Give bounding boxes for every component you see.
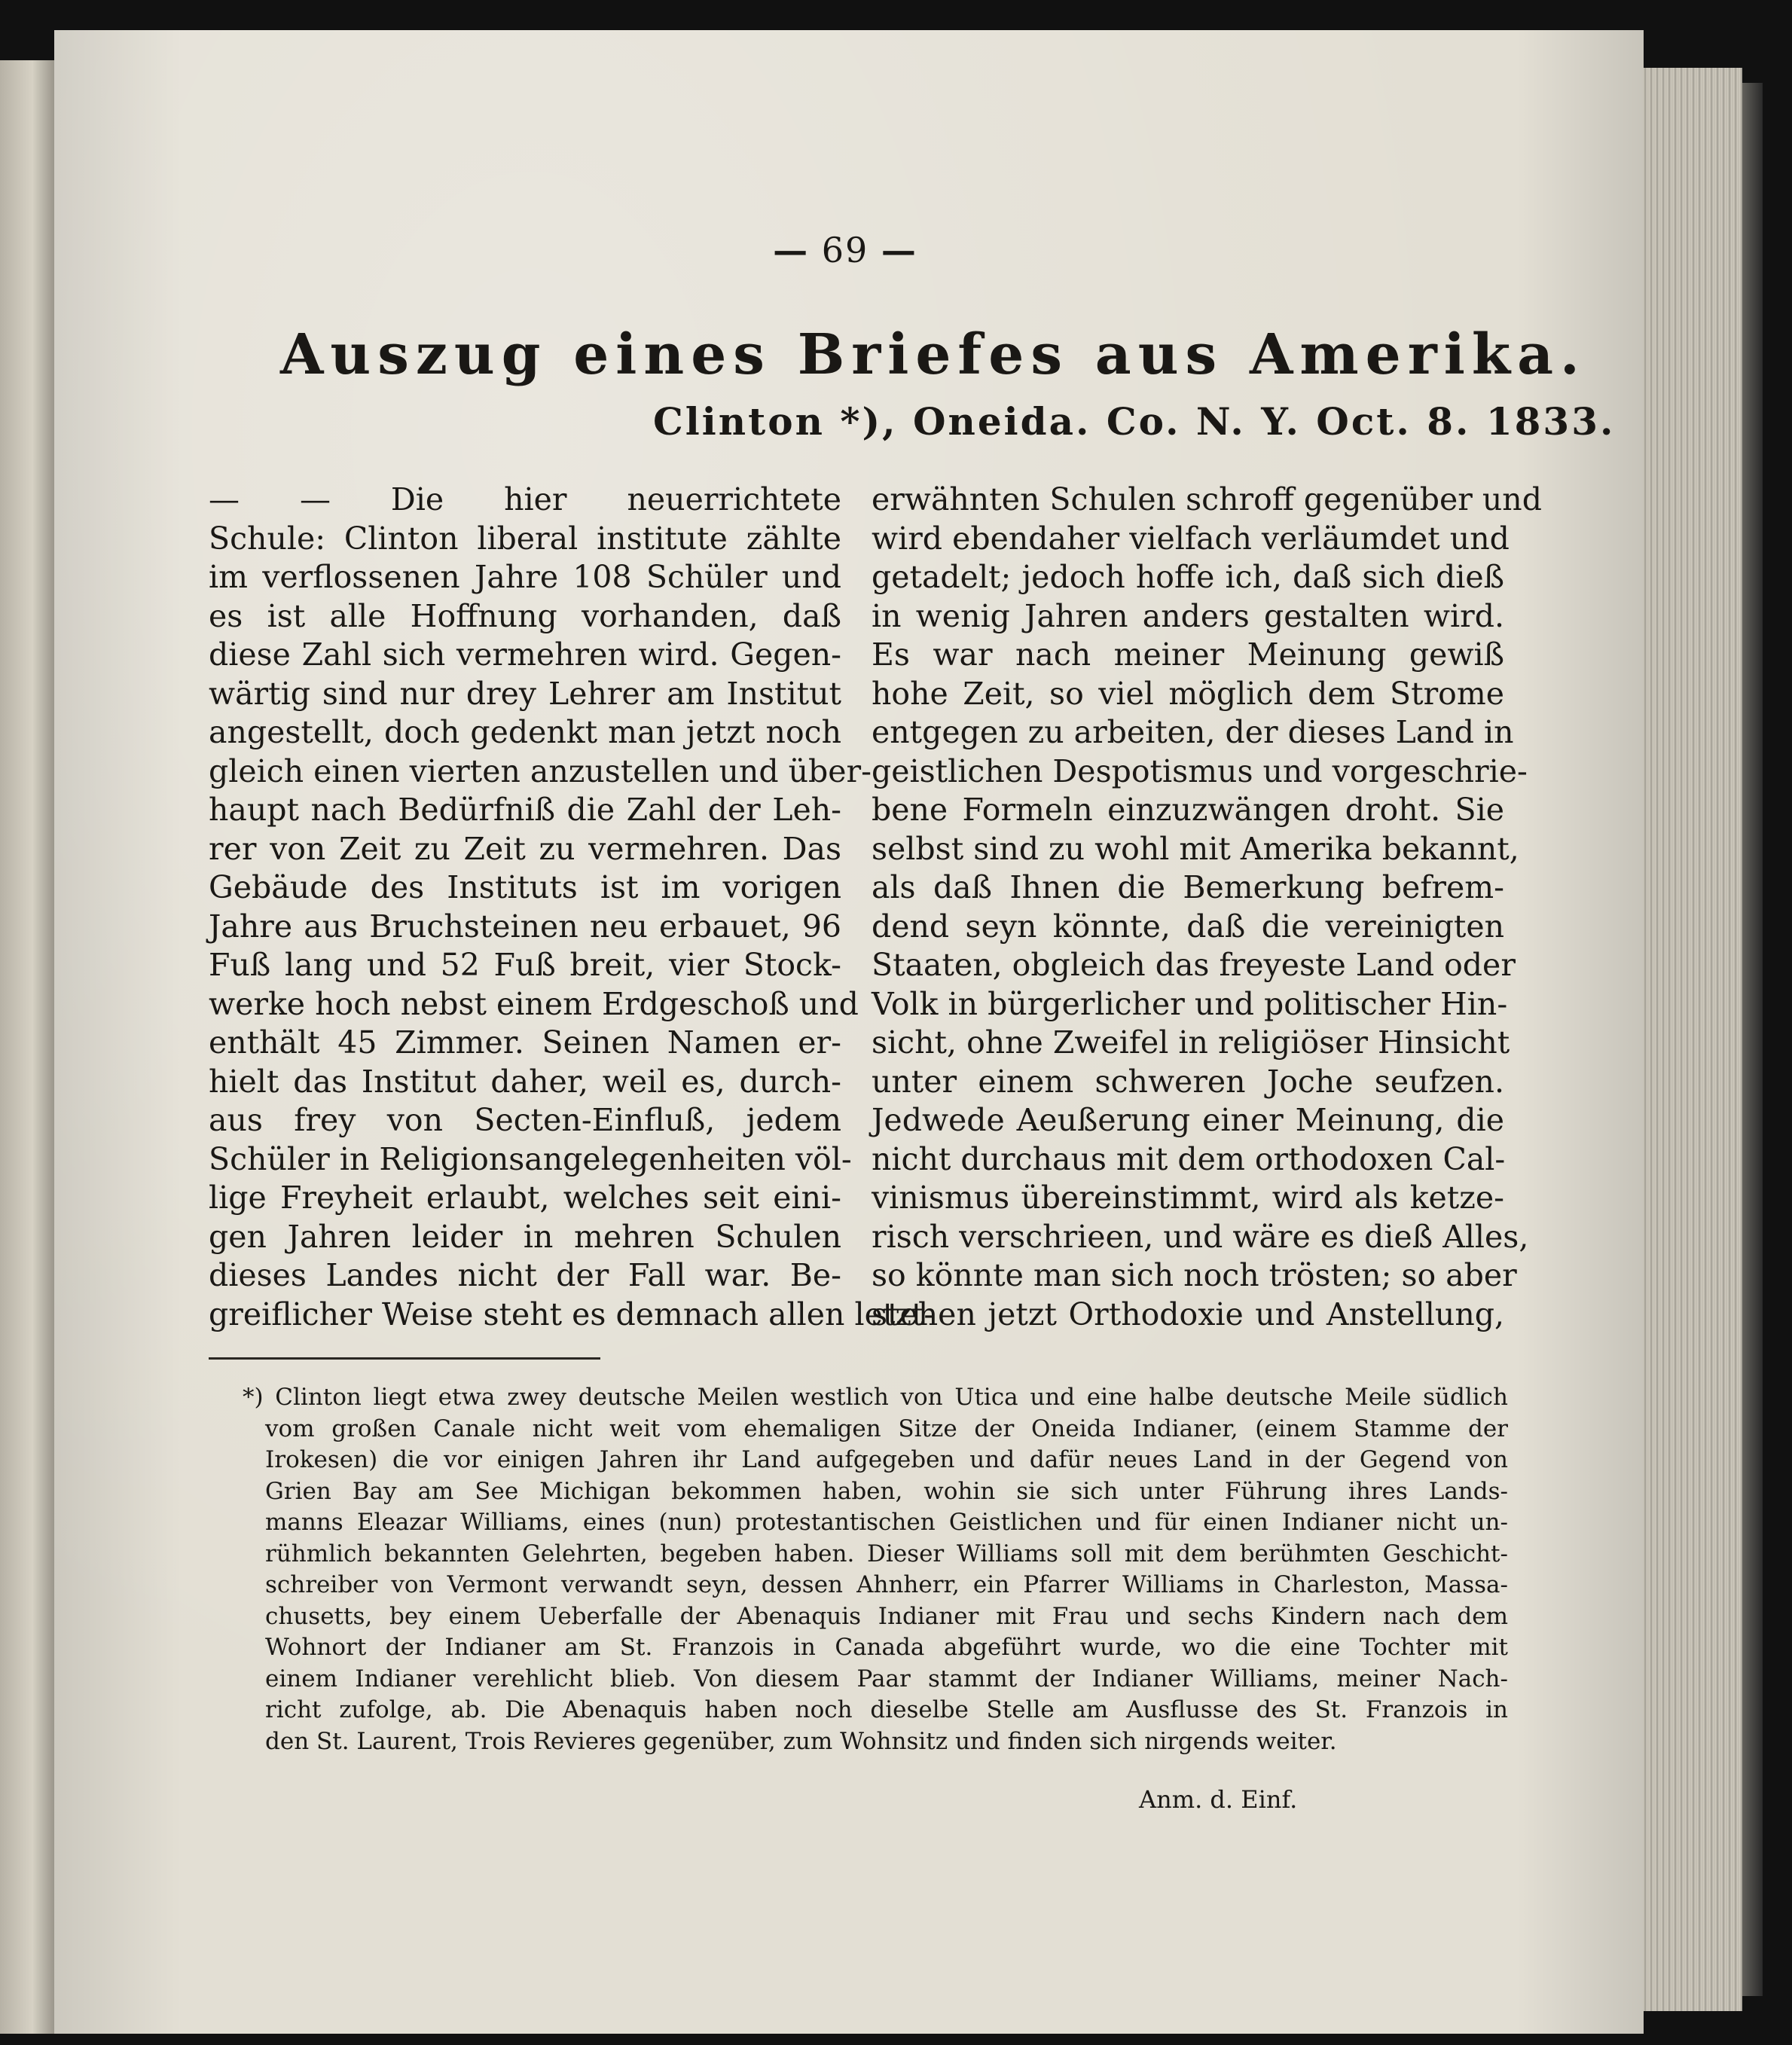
text-line: werke hoch nebst einem Erdgeschoß und <box>209 985 859 1022</box>
text-line: entgegen zu arbeiten, der dieses Land in <box>872 714 1514 750</box>
text-line: bene Formeln einzuzwängen droht. Sie <box>872 792 1504 828</box>
text-line: haupt nach Bedürfniß die Zahl der Leh- <box>209 792 841 828</box>
text-line: rer von Zeit zu Zeit zu vermehren. Das <box>209 830 841 867</box>
book-page <box>54 30 1644 2034</box>
right-column <box>872 481 1542 1334</box>
text-line: nicht durchaus mit dem orthodoxen Cal- <box>872 1140 1506 1177</box>
text-line: risch verschrieen, und wäre es dieß Alles, <box>872 1218 1529 1255</box>
text-line: dieses Landes nicht der Fall war. Be- <box>209 1257 841 1293</box>
text-line: Jedwede Aeußerung einer Meinung, die <box>872 1102 1504 1138</box>
footnote-line: rühmlich bekannten Gelehrten, begeben haben. Dieser Williams soll mit dem berühmten Geschicht- <box>265 1540 1508 1567</box>
footnote-separator <box>209 1357 600 1360</box>
text-line: selbst sind zu wohl mit Amerika bekannt, <box>872 830 1519 867</box>
text-line: so könnte man sich noch trösten; so aber <box>872 1257 1517 1293</box>
text-line: es ist alle Hoffnung vorhanden, daß <box>209 597 841 634</box>
text-line: angestellt, doch gedenkt man jetzt noch <box>209 714 841 750</box>
text-line: getadelt; jedoch hoffe ich, daß sich dieß <box>872 559 1504 595</box>
text-line: wärtig sind nur drey Lehrer am Institut <box>209 675 841 712</box>
text-line: dend seyn könnte, daß die vereinigten <box>872 908 1504 945</box>
text-line: hielt das Institut daher, weil es, durch- <box>209 1063 841 1100</box>
page-number-dash-left: — <box>773 230 810 270</box>
text-line: Gebäude des Instituts ist im vorigen <box>209 869 841 905</box>
footnote-line: manns Eleazar Williams, eines (nun) protestantischen Geistlichen und für einen Indianer nicht un- <box>265 1509 1508 1536</box>
facing-page-edge <box>0 60 59 2034</box>
text-line: enthält 45 Zimmer. Seinen Namen er- <box>209 1024 841 1061</box>
text-line: gleich einen vierten anzustellen und über- <box>209 752 872 789</box>
text-line: greiflicher Weise steht es demnach allen letzt- <box>209 1296 935 1332</box>
footnote-signature: Anm. d. Einf. <box>1139 1785 1298 1814</box>
footnote-line: den St. Laurent, Trois Revieres gegenüber, zum Wohnsitz und finden sich nirgends weiter. <box>265 1727 1337 1755</box>
text-line: aus frey von Secten-Einfluß, jedem <box>209 1102 841 1138</box>
text-line: stehen jetzt Orthodoxie und Anstellung, <box>872 1296 1504 1332</box>
text-line: vinismus übereinstimmt, wird als ketze- <box>872 1180 1504 1216</box>
article-dateline: Clinton *), Oneida. Co. N. Y. Oct. 8. 1833. <box>653 399 1616 444</box>
text-line: — — Die hier neuerrichtete <box>209 481 841 517</box>
footnote-line: vom großen Canale nicht weit vom ehemaligen Sitze der Oneida Indianer, (einem Stamme der <box>265 1415 1508 1442</box>
text-line: Es war nach meiner Meinung gewiß <box>872 636 1504 673</box>
footnote-line: chusetts, bey einem Ueberfalle der Abenaquis Indianer mit Frau und sechs Kindern nach dem <box>265 1602 1508 1630</box>
footnote-line: Wohnort der Indianer am St. Franzois in Canada abgeführt wurde, wo die eine Tochter mit <box>265 1634 1508 1661</box>
text-line: unter einem schweren Joche seufzen. <box>872 1063 1504 1100</box>
footnote-line: Grien Bay am See Michigan bekommen haben, wohin sie sich unter Führung ihres Lands- <box>265 1477 1508 1505</box>
text-line: im verflossenen Jahre 108 Schüler und <box>209 559 841 595</box>
text-line: hohe Zeit, so viel möglich dem Strome <box>872 675 1504 712</box>
page-content <box>54 30 1644 2034</box>
footnote <box>243 1382 1508 1757</box>
footnote-line: richt zufolge, ab. Die Abenaquis haben noch dieselbe Stelle am Ausflusse des St. Franzois in <box>265 1696 1508 1723</box>
article-title: Auszug eines Briefes aus Amerika. <box>280 322 1586 387</box>
footnote-line: einem Indianer verehlicht blieb. Von diesem Paar stammt der Indianer Williams, meiner Nach- <box>265 1665 1508 1692</box>
footnote-line: *) Clinton liegt etwa zwey deutsche Meilen westlich von Utica und eine halbe deutsche Meile südlich <box>243 1384 1508 1411</box>
footnote-line: schreiber von Vermont verwandt seyn, dessen Ahnherr, ein Pfarrer Williams in Charleston, Massa- <box>265 1571 1508 1598</box>
text-line: erwähnten Schulen schroff gegenüber und <box>872 481 1542 517</box>
text-line: diese Zahl sich vermehren wird. Gegen- <box>209 636 841 673</box>
page-number-dash-right: — <box>881 230 917 270</box>
page-number-header <box>732 230 958 270</box>
text-line: wird ebendaher vielfach verläumdet und <box>872 520 1510 557</box>
text-line: als daß Ihnen die Bemerkung befrem- <box>872 869 1504 905</box>
text-line: sicht, ohne Zweifel in religiöser Hinsicht <box>872 1024 1510 1061</box>
text-line: Fuß lang und 52 Fuß breit, vier Stock- <box>209 947 841 983</box>
text-line: Jahre aus Bruchsteinen neu erbauet, 96 <box>209 908 841 945</box>
footnote-line: Irokesen) die vor einigen Jahren ihr Land aufgegeben und dafür neues Land in der Gegend von <box>265 1446 1508 1473</box>
text-line: in wenig Jahren anders gestalten wird. <box>872 597 1504 634</box>
text-line: Schule: Clinton liberal institute zählte <box>209 520 841 557</box>
page-number: 69 <box>821 230 869 270</box>
text-line: Volk in bürgerlicher und politischer Hin- <box>872 985 1508 1022</box>
text-line: Schüler in Religionsangelegenheiten völ- <box>209 1140 852 1177</box>
text-line: geistlichen Despotismus und vorgeschrie- <box>872 752 1528 789</box>
left-column <box>209 481 935 1334</box>
text-line: lige Freyheit erlaubt, welches seit eini- <box>209 1180 841 1216</box>
book-page-stack <box>1627 68 1742 2011</box>
text-line: Staaten, obgleich das freyeste Land oder <box>872 947 1516 983</box>
text-line: gen Jahren leider in mehren Schulen <box>209 1218 841 1255</box>
